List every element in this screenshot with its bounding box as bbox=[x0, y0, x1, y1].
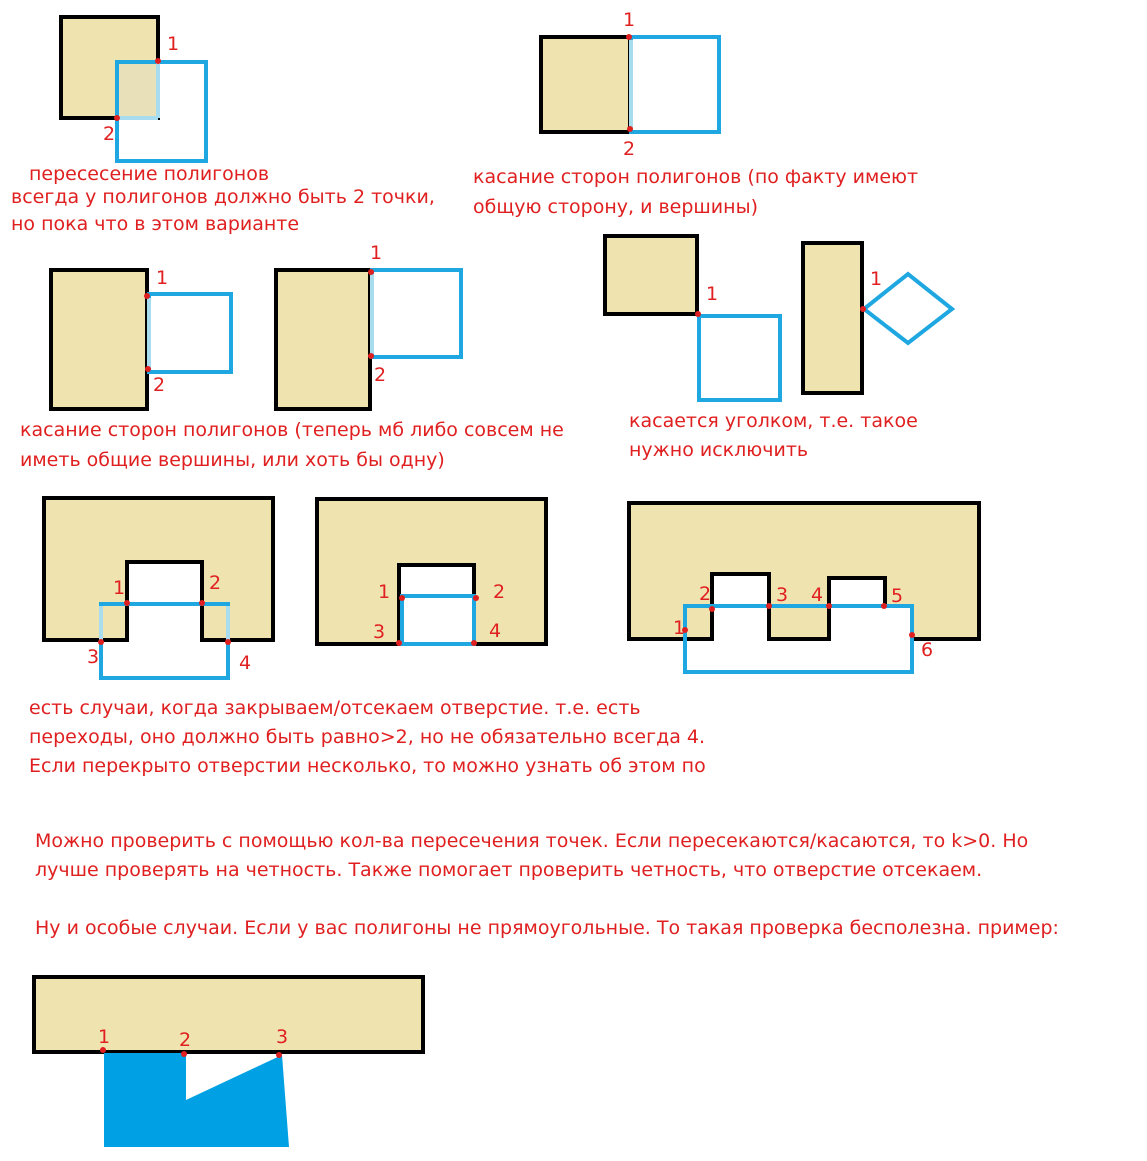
tan-rect bbox=[276, 270, 370, 409]
intersection-point bbox=[881, 603, 887, 609]
point-label-2: 2 bbox=[209, 572, 222, 594]
blue-square bbox=[149, 294, 231, 372]
intersection-point bbox=[396, 640, 402, 646]
figure-side-touch-b bbox=[276, 242, 461, 409]
note-special-cases: Ну и особые случаи. Если у вас полигоны не прямоугольные. То такая проверка бесполезна. пример: bbox=[35, 917, 1059, 939]
intersection-point bbox=[199, 600, 205, 606]
caption-holes-line2: переходы, оно должно быть равно>2, но не обязательно всегда 4. bbox=[29, 726, 706, 748]
intersection-point bbox=[276, 1052, 282, 1058]
caption-intersection-line3: но пока что в этом варианте bbox=[11, 213, 300, 235]
point-label-2: 2 bbox=[103, 123, 116, 145]
caption-side-touch-line1: касание сторон полигонов (теперь мб либо совсем не bbox=[20, 419, 564, 441]
intersection-point bbox=[709, 606, 715, 612]
point-label-1: 1 bbox=[623, 9, 636, 31]
caption-holes-line1: есть случаи, когда закрываем/отсекаем отверстие. т.е. есть bbox=[29, 697, 641, 719]
figure-hole-c bbox=[629, 503, 979, 672]
figure-corner-touch-a bbox=[605, 236, 780, 400]
point-label-4: 4 bbox=[239, 652, 252, 674]
figure-side-touch-a bbox=[51, 267, 231, 409]
intersection-point bbox=[155, 58, 161, 64]
tan-rect bbox=[51, 270, 147, 409]
caption-corner-line1: касается уголком, т.е. такое bbox=[629, 410, 918, 432]
point-label-6: 6 bbox=[921, 639, 934, 661]
caption-shared-line1: касание сторон полигонов (по факту имеют bbox=[473, 166, 919, 188]
blue-solid-polygon bbox=[104, 1053, 289, 1147]
touch-point bbox=[695, 311, 701, 317]
intersection-point bbox=[473, 595, 479, 601]
point-label-2: 2 bbox=[179, 1029, 192, 1051]
intersection-point bbox=[826, 603, 832, 609]
point-label-5: 5 bbox=[891, 585, 904, 607]
blue-square bbox=[699, 316, 780, 400]
caption-intersection-title: пересесение полигонов bbox=[29, 163, 270, 185]
note-parity-line2: лучше проверять на четность. Также помогает проверить четность, что отверстие отсекаем. bbox=[35, 859, 983, 881]
intersection-point bbox=[909, 632, 915, 638]
tan-polygon-with-hole bbox=[317, 499, 546, 644]
caption-shared-line2: общую сторону, и вершины) bbox=[473, 196, 758, 218]
touch-point bbox=[145, 366, 151, 372]
intersection-point bbox=[471, 640, 477, 646]
intersection-point bbox=[399, 595, 405, 601]
touch-point bbox=[368, 269, 374, 275]
intersection-point bbox=[98, 639, 104, 645]
tan-rect bbox=[34, 977, 423, 1052]
point-label-2: 2 bbox=[374, 364, 387, 386]
figure-hole-a bbox=[44, 498, 273, 678]
point-label-1: 1 bbox=[370, 242, 383, 264]
touch-point bbox=[144, 293, 150, 299]
point-label-4: 4 bbox=[489, 620, 502, 642]
blue-rect bbox=[402, 596, 474, 644]
figure-non-rectangular bbox=[34, 977, 423, 1147]
touch-point bbox=[626, 34, 632, 40]
point-label-2: 2 bbox=[153, 374, 166, 396]
point-label-3: 3 bbox=[87, 646, 100, 668]
point-label-1: 1 bbox=[167, 33, 180, 55]
intersection-point bbox=[124, 600, 130, 606]
tan-rect bbox=[803, 243, 862, 393]
point-label-1: 1 bbox=[673, 617, 686, 639]
figure-corner-touch-b bbox=[803, 243, 952, 393]
point-label-1: 1 bbox=[113, 577, 126, 599]
point-label-2: 2 bbox=[493, 581, 506, 603]
touch-point bbox=[860, 306, 866, 312]
point-label-3: 3 bbox=[373, 621, 386, 643]
intersection-point bbox=[114, 115, 120, 121]
point-label-1: 1 bbox=[378, 581, 391, 603]
point-label-3: 3 bbox=[776, 584, 789, 606]
point-label-1: 1 bbox=[156, 267, 169, 289]
figure-intersection bbox=[61, 17, 206, 161]
point-label-3: 3 bbox=[276, 1026, 289, 1048]
caption-side-touch-line2: иметь общие вершины, или хоть бы одну) bbox=[20, 449, 445, 471]
point-label-4: 4 bbox=[811, 584, 824, 606]
touch-point bbox=[627, 126, 633, 132]
tan-square bbox=[541, 37, 630, 132]
note-parity-line1: Можно проверить с помощью кол-ва пересечения точек. Если пересекаются/касаются, то k>0. Но bbox=[35, 830, 1029, 852]
point-label-1: 1 bbox=[870, 268, 883, 290]
caption-holes-line3: Если перекрыто отверстии несколько, то можно узнать об этом по bbox=[29, 755, 706, 777]
point-label-1: 1 bbox=[706, 283, 719, 305]
caption-corner-line2: нужно исключить bbox=[629, 439, 809, 461]
point-label-2: 2 bbox=[623, 138, 636, 160]
intersection-point bbox=[766, 603, 772, 609]
tan-polygon-with-hole bbox=[44, 498, 273, 640]
tan-square bbox=[605, 236, 697, 314]
intersection-point bbox=[225, 639, 231, 645]
intersection-point bbox=[181, 1051, 187, 1057]
overlap-area bbox=[117, 62, 158, 118]
touch-point bbox=[368, 353, 374, 359]
point-label-1: 1 bbox=[98, 1026, 111, 1048]
blue-rect bbox=[372, 270, 461, 357]
point-label-2: 2 bbox=[699, 583, 712, 605]
figure-hole-b bbox=[317, 499, 546, 646]
figure-shared-side bbox=[541, 9, 719, 160]
blue-square bbox=[631, 37, 719, 132]
caption-intersection-line2: всегда у полигонов должно быть 2 точки, bbox=[11, 186, 435, 208]
